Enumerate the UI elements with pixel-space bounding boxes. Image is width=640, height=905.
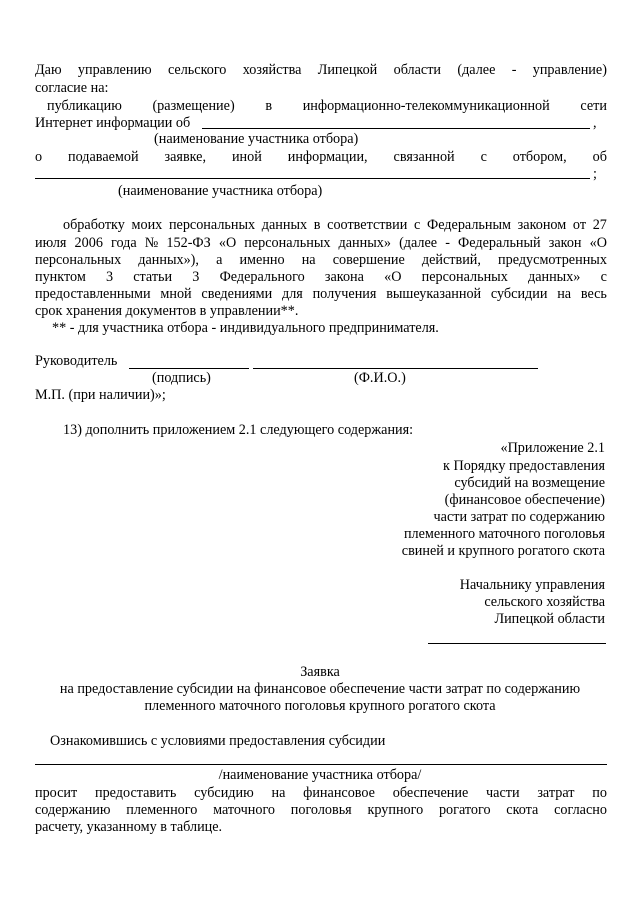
participant-name-line-1 bbox=[202, 128, 590, 129]
consent-line-2: согласие на: bbox=[35, 80, 109, 96]
word: Федеральным bbox=[426, 217, 511, 233]
word: в bbox=[265, 98, 273, 114]
word: области bbox=[393, 62, 442, 78]
word: вышеуказанной bbox=[386, 286, 482, 302]
word: данных»), bbox=[138, 252, 199, 268]
word: информационно-телекоммуникационной bbox=[302, 98, 550, 114]
word: иной bbox=[231, 149, 262, 165]
word: Федеральный bbox=[458, 235, 541, 251]
word: обеспечение bbox=[392, 785, 469, 801]
consent-line-4: Интернет информации об bbox=[35, 115, 191, 131]
word: (размещение) bbox=[152, 98, 235, 114]
word: племенного bbox=[126, 802, 198, 818]
footnote: ** - для участника отбора - индивидуального предпринимателя. bbox=[52, 320, 439, 336]
word: заявке, bbox=[164, 149, 207, 165]
word: персональных bbox=[168, 217, 256, 233]
word: данных bbox=[261, 217, 308, 233]
word: именно bbox=[239, 252, 285, 268]
word: 2006 bbox=[74, 235, 103, 251]
word: моих bbox=[131, 217, 163, 233]
head-label: Руководитель bbox=[35, 353, 118, 369]
word: отбором, bbox=[512, 149, 567, 165]
word: года bbox=[111, 235, 137, 251]
word: управление) bbox=[532, 62, 607, 78]
signature-line bbox=[129, 368, 249, 369]
word: с bbox=[414, 217, 421, 233]
word: в bbox=[313, 217, 321, 233]
word: субсидии bbox=[490, 286, 548, 302]
word: просит bbox=[35, 785, 78, 801]
stamp-note: М.П. (при наличии)»; bbox=[35, 387, 166, 403]
word: маточного bbox=[213, 802, 276, 818]
word: информации, bbox=[287, 149, 368, 165]
word: для bbox=[282, 286, 303, 302]
word: закон bbox=[548, 235, 582, 251]
word: крупного bbox=[367, 802, 424, 818]
word: получения bbox=[312, 286, 377, 302]
word: части bbox=[486, 785, 520, 801]
word: сельского bbox=[167, 62, 227, 78]
appendix-header-line-6: племенного маточного поголовья bbox=[403, 526, 605, 542]
word: о bbox=[35, 149, 43, 165]
word: законом bbox=[517, 217, 567, 233]
word: сети bbox=[580, 98, 607, 114]
word: скота bbox=[506, 802, 539, 818]
application-body-line-1 bbox=[35, 785, 607, 801]
word: с bbox=[600, 269, 607, 285]
word: поголовья bbox=[290, 802, 352, 818]
word: предоставить bbox=[95, 785, 177, 801]
personal-line-4 bbox=[35, 269, 607, 285]
word: публикацию bbox=[47, 98, 122, 114]
addressee-line-3: Липецкой области bbox=[494, 611, 605, 627]
word: затрат bbox=[537, 785, 575, 801]
word: содержанию bbox=[35, 802, 111, 818]
personal-line-2 bbox=[35, 235, 607, 251]
word: июля bbox=[35, 235, 67, 251]
word: по bbox=[592, 785, 607, 801]
word: персональных bbox=[421, 269, 508, 285]
word: об bbox=[592, 149, 607, 165]
word: рогатого bbox=[438, 802, 491, 818]
applicant-name-caption: /наименование участника отбора/ bbox=[218, 767, 422, 783]
word: управлению bbox=[77, 62, 152, 78]
word: персональных bbox=[244, 235, 331, 251]
word: пунктом bbox=[35, 269, 86, 285]
consent-line-4-end: , bbox=[593, 115, 597, 131]
word: Федерального bbox=[219, 269, 305, 285]
appendix-header-line-2: к Порядку предоставления bbox=[443, 458, 605, 474]
word: Липецкой bbox=[317, 62, 378, 78]
applicant-name-line bbox=[35, 764, 607, 765]
personal-line-1 bbox=[63, 217, 607, 233]
appendix-header-line-3: субсидий на возмещение bbox=[454, 475, 605, 491]
word: от bbox=[572, 217, 587, 233]
application-body-line-3: расчету, указанному в таблице. bbox=[35, 819, 223, 835]
personal-line-3 bbox=[35, 252, 607, 268]
word: на bbox=[301, 252, 316, 268]
signature-caption: (подпись) bbox=[152, 370, 211, 386]
word: № bbox=[144, 235, 159, 251]
application-intro: Ознакомившись с условиями предоставления субсидии bbox=[50, 733, 386, 749]
addressee-line-2: сельского хозяйства bbox=[484, 594, 605, 610]
word: а bbox=[216, 252, 223, 268]
addressee-sign-line bbox=[428, 643, 606, 644]
word: с bbox=[480, 149, 487, 165]
word: - bbox=[511, 62, 517, 78]
word: 152-ФЗ bbox=[166, 235, 211, 251]
consent-line-1 bbox=[35, 62, 607, 78]
addressee-line-1: Начальнику управления bbox=[459, 577, 605, 593]
word: подаваемой bbox=[68, 149, 139, 165]
consent-line-3 bbox=[47, 98, 607, 114]
participant-name-caption-1: (наименование участника отбора) bbox=[154, 131, 359, 147]
personal-line-5 bbox=[35, 286, 607, 302]
word: 3 bbox=[105, 269, 114, 285]
word: действий, bbox=[421, 252, 481, 268]
word: совершение bbox=[332, 252, 405, 268]
word: персональных bbox=[35, 252, 122, 268]
word: «О bbox=[384, 269, 402, 285]
full-name-caption: (Ф.И.О.) bbox=[354, 370, 406, 386]
word: субсидию bbox=[194, 785, 254, 801]
word: (далее bbox=[457, 62, 496, 78]
word: закона bbox=[324, 269, 364, 285]
consent-line-5 bbox=[35, 149, 607, 165]
consent-line-6-end: ; bbox=[593, 166, 597, 182]
application-subtitle-1: на предоставление субсидии на финансовое обеспечение части затрат по содержанию bbox=[59, 681, 581, 697]
personal-line-6: срок хранения документов в управлении**. bbox=[35, 303, 299, 319]
word: данных» bbox=[338, 235, 391, 251]
word: Даю bbox=[35, 62, 62, 78]
word: 27 bbox=[592, 217, 607, 233]
word: (далее bbox=[399, 235, 438, 251]
participant-name-caption-2: (наименование участника отбора) bbox=[118, 183, 323, 199]
word: обработку bbox=[63, 217, 125, 233]
word: 3 bbox=[192, 269, 200, 285]
participant-name-line-2 bbox=[35, 178, 590, 179]
appendix-header-line-5: части затрат по содержанию bbox=[433, 509, 605, 525]
amendment-text: 13) дополнить приложением 2.1 следующего содержания: bbox=[63, 422, 414, 438]
word: сведениями bbox=[201, 286, 273, 302]
word: соответствии bbox=[327, 217, 408, 233]
appendix-header-line-1: «Приложение 2.1 bbox=[500, 440, 605, 456]
word: хозяйства bbox=[242, 62, 302, 78]
application-body-line-2 bbox=[35, 802, 607, 818]
word: предусмотренных bbox=[498, 252, 607, 268]
word: статьи bbox=[133, 269, 173, 285]
word: весь bbox=[580, 286, 607, 302]
word: на bbox=[271, 785, 286, 801]
word: на bbox=[557, 286, 572, 302]
word: согласно bbox=[554, 802, 607, 818]
word: мной bbox=[160, 286, 192, 302]
word: «О bbox=[589, 235, 607, 251]
word: связанной bbox=[393, 149, 455, 165]
appendix-header-line-4: (финансовое обеспечение) bbox=[444, 492, 605, 508]
word: «О bbox=[218, 235, 237, 251]
application-title: Заявка bbox=[300, 664, 340, 680]
word: финансовое bbox=[303, 785, 375, 801]
appendix-header-line-7: свиней и крупного рогатого скота bbox=[401, 543, 605, 559]
word: предоставленными bbox=[35, 286, 151, 302]
word: данных» bbox=[527, 269, 581, 285]
full-name-line bbox=[253, 368, 538, 369]
application-subtitle-2: племенного маточного поголовья крупного рогатого скота bbox=[144, 698, 496, 714]
word: - bbox=[445, 235, 450, 251]
